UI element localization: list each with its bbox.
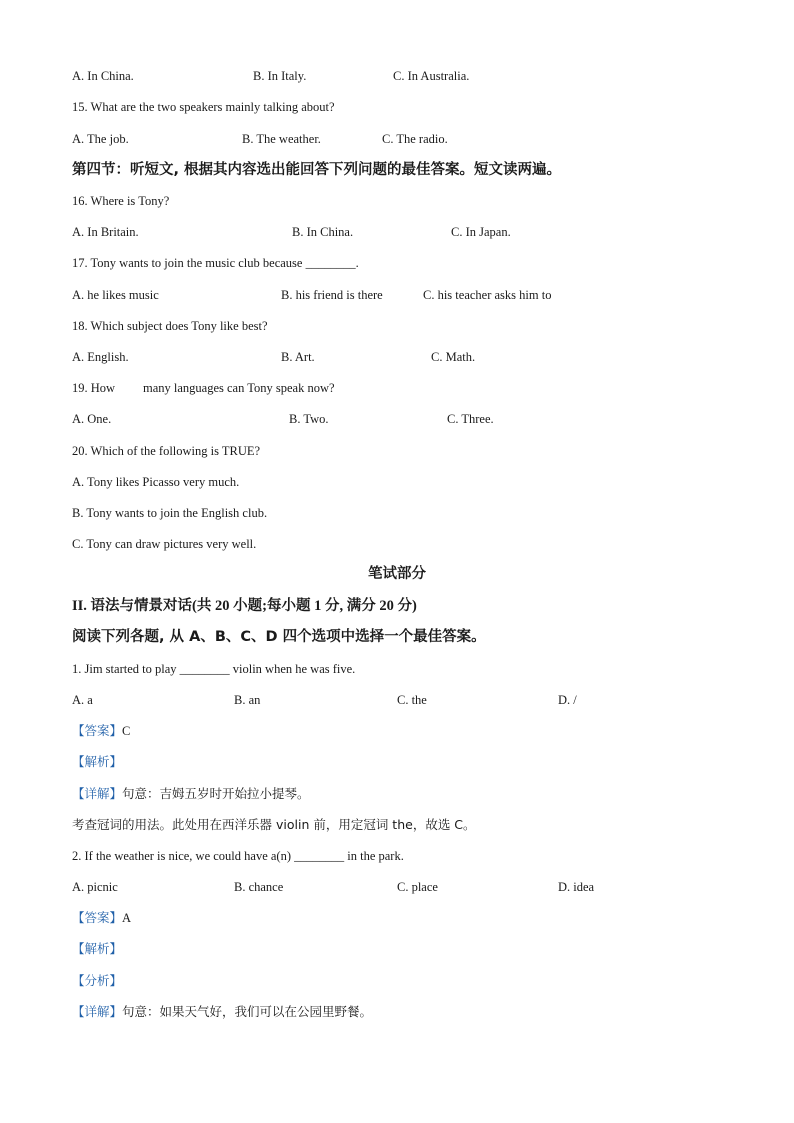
- q18-stem: 18. Which subject does Tony like best?: [72, 319, 268, 333]
- g2-answer-row: [72, 910, 131, 926]
- q18-option-b: B. Art.: [281, 350, 315, 364]
- g2-answer-value: A: [122, 911, 132, 925]
- q15-stem: 15. What are the two speakers mainly talking about?: [72, 100, 335, 114]
- g2-option-c: C. place: [397, 880, 438, 894]
- q16-option-a: A. In Britain.: [72, 225, 139, 239]
- g1-option-a: A. a: [72, 693, 93, 707]
- g2-option-d: D. idea: [558, 880, 595, 894]
- q15-option-a: A. The job.: [72, 132, 129, 146]
- g1-answer-value: C: [122, 724, 131, 738]
- q19-stem-end: many languages can Tony speak now?: [143, 381, 335, 395]
- q18-option-a: A. English.: [72, 350, 129, 364]
- g2-option-b: B. chance: [234, 880, 284, 894]
- g2-analysis-tag: 【解析】: [72, 941, 123, 956]
- g2-detail-tag: 【详解】: [72, 1004, 123, 1019]
- q14-option-b: B. In Italy.: [253, 69, 307, 83]
- written-part-title: 笔试部分: [368, 566, 426, 582]
- g1-option-c: C. the: [397, 693, 427, 707]
- g2-detail-row: [72, 1004, 372, 1020]
- q16-option-b: B. In China.: [292, 225, 354, 239]
- part2-instruction: 阅读下列各题, 从 A、B、C、D 四个选项中选择一个最佳答案。: [72, 629, 486, 645]
- q17-option-c: C. his teacher asks him to: [423, 288, 552, 302]
- g1-option-d: D. /: [558, 693, 577, 707]
- g1-detail-row: [72, 786, 310, 802]
- q19-option-a: A. One.: [72, 412, 112, 426]
- g2-stem: 2. If the weather is nice, we could have a(n) ________ in the park.: [72, 849, 404, 863]
- q20-stem: 20. Which of the following is TRUE?: [72, 444, 261, 458]
- g1-analysis-tag: 【解析】: [72, 754, 123, 769]
- g1-explanation: 考查冠词的用法。此处用在西洋乐器 violin 前，用定冠词 the，故选 C。: [72, 817, 476, 832]
- q17-stem: 17. Tony wants to join the music club because ________.: [72, 256, 359, 270]
- g1-detail-tag: 【详解】: [72, 786, 123, 801]
- q18-option-c: C. Math.: [431, 350, 476, 364]
- g2-fenxi-tag: 【分析】: [72, 973, 123, 988]
- q15-option-c: C. The radio.: [382, 132, 448, 146]
- section4-heading: 第四节：听短文, 根据其内容选出能回答下列问题的最佳答案。短文读两遍。: [72, 162, 562, 178]
- part2-heading: II. 语法与情景对话(共 20 小题;每小题 1 分, 满分 20 分): [72, 598, 417, 614]
- g1-option-b: B. an: [234, 693, 261, 707]
- q15-option-b: B. The weather.: [242, 132, 321, 146]
- g2-option-a: A. picnic: [72, 880, 118, 894]
- q16-stem: 16. Where is Tony?: [72, 194, 170, 208]
- g2-detail-text: 句意：如果天气好，我们可以在公园里野餐。: [122, 1004, 373, 1019]
- q14-option-c: C. In Australia.: [393, 69, 470, 83]
- g1-stem: 1. Jim started to play ________ violin when he was five.: [72, 662, 356, 676]
- q17-option-a: A. he likes music: [72, 288, 159, 302]
- q20-option-a: A. Tony likes Picasso very much.: [72, 475, 240, 489]
- q19-option-b: B. Two.: [289, 412, 329, 426]
- g1-detail-text: 句意：吉姆五岁时开始拉小提琴。: [122, 786, 310, 801]
- g1-answer-tag: 【答案】: [72, 723, 123, 738]
- q16-option-c: C. In Japan.: [451, 225, 511, 239]
- g1-answer-row: [72, 723, 130, 739]
- q20-option-c: C. Tony can draw pictures very well.: [72, 537, 257, 551]
- q17-option-b: B. his friend is there: [281, 288, 383, 302]
- g2-answer-tag: 【答案】: [72, 910, 123, 925]
- q19-option-c: C. Three.: [447, 412, 494, 426]
- q20-option-b: B. Tony wants to join the English club.: [72, 506, 268, 520]
- q19-stem-start: 19. How: [72, 381, 116, 395]
- q14-option-a: A. In China.: [72, 69, 134, 83]
